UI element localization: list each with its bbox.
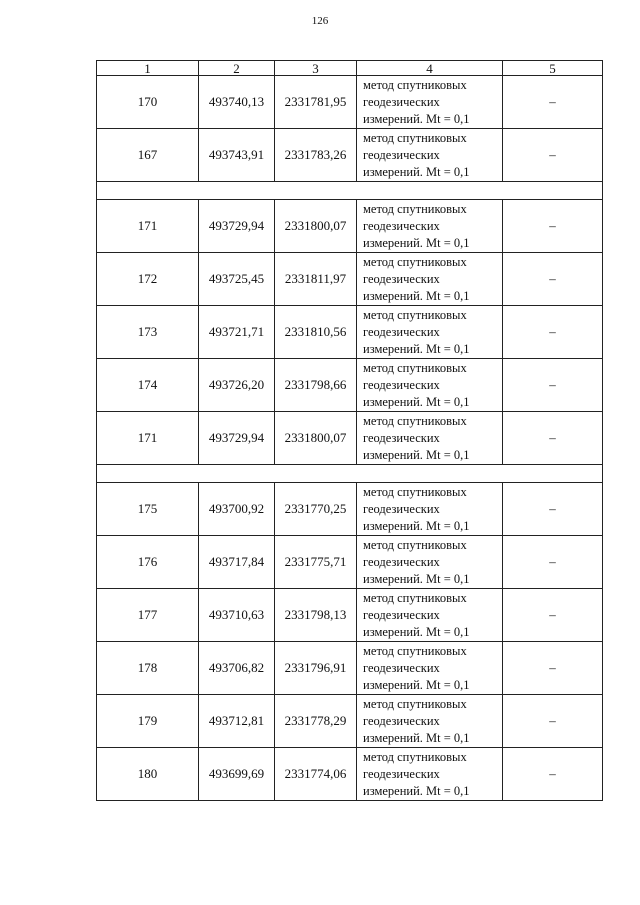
y-coordinate-cell: 2331781,95 [275, 76, 357, 129]
method-line: геодезических [363, 271, 440, 286]
note-cell: – [503, 306, 603, 359]
x-coordinate-cell: 493726,20 [199, 359, 275, 412]
method-line: геодезических [363, 660, 440, 675]
x-coordinate-cell: 493725,45 [199, 253, 275, 306]
point-number-cell: 174 [97, 359, 199, 412]
y-coordinate-cell: 2331778,29 [275, 695, 357, 748]
table-row [97, 642, 603, 695]
method-cell [357, 306, 503, 359]
table-row [97, 536, 603, 589]
note-cell: – [503, 129, 603, 182]
method-line: измерений. Mt = 0,1 [363, 730, 470, 745]
method-line: измерений. Mt = 0,1 [363, 164, 470, 179]
page-number: 126 [311, 15, 329, 27]
point-number-cell: 177 [97, 589, 199, 642]
method-line: геодезических [363, 501, 440, 516]
note-cell: – [503, 200, 603, 253]
point-number-cell: 172 [97, 253, 199, 306]
x-coordinate-cell: 493729,94 [199, 412, 275, 465]
y-coordinate-cell: 2331770,25 [275, 483, 357, 536]
table-row [97, 589, 603, 642]
point-number-cell: 180 [97, 748, 199, 801]
note-cell: – [503, 695, 603, 748]
method-line: геодезических [363, 713, 440, 728]
y-coordinate-cell: 2331783,26 [275, 129, 357, 182]
method-line: метод спутниковых [363, 537, 467, 552]
note-cell: – [503, 412, 603, 465]
note-cell: – [503, 589, 603, 642]
x-coordinate-cell: 493729,94 [199, 200, 275, 253]
note-cell: – [503, 253, 603, 306]
x-coordinate-cell: 493700,92 [199, 483, 275, 536]
method-line: метод спутниковых [363, 413, 467, 428]
note-cell: – [503, 536, 603, 589]
y-coordinate-cell: 2331811,97 [275, 253, 357, 306]
table-row [97, 200, 603, 253]
group-separator-cell [97, 182, 603, 200]
x-coordinate-cell: 493717,84 [199, 536, 275, 589]
column-header-4: 4 [357, 61, 503, 76]
method-line: метод спутниковых [363, 749, 467, 764]
table-row [97, 748, 603, 801]
method-line: метод спутниковых [363, 130, 467, 145]
method-cell [357, 129, 503, 182]
point-number-cell: 175 [97, 483, 199, 536]
method-line: метод спутниковых [363, 77, 467, 92]
point-number-cell: 173 [97, 306, 199, 359]
x-coordinate-cell: 493743,91 [199, 129, 275, 182]
table-row [97, 306, 603, 359]
method-line: геодезических [363, 377, 440, 392]
group-separator-cell [97, 465, 603, 483]
method-line: геодезических [363, 766, 440, 781]
column-header-5: 5 [503, 61, 603, 76]
y-coordinate-cell: 2331800,07 [275, 412, 357, 465]
method-line: измерений. Mt = 0,1 [363, 783, 470, 798]
method-line: метод спутниковых [363, 201, 467, 216]
group-separator-row [97, 465, 603, 483]
x-coordinate-cell: 493699,69 [199, 748, 275, 801]
y-coordinate-cell: 2331774,06 [275, 748, 357, 801]
method-cell [357, 642, 503, 695]
method-cell [357, 589, 503, 642]
table-row [97, 129, 603, 182]
method-line: геодезических [363, 607, 440, 622]
method-cell [357, 412, 503, 465]
point-number-cell: 178 [97, 642, 199, 695]
method-line: геодезических [363, 430, 440, 445]
point-number-cell: 176 [97, 536, 199, 589]
point-number-cell: 179 [97, 695, 199, 748]
method-cell [357, 253, 503, 306]
table-row [97, 483, 603, 536]
table-row [97, 253, 603, 306]
table-row [97, 695, 603, 748]
method-line: измерений. Mt = 0,1 [363, 235, 470, 250]
method-line: метод спутниковых [363, 484, 467, 499]
point-number-cell: 170 [97, 76, 199, 129]
y-coordinate-cell: 2331775,71 [275, 536, 357, 589]
method-line: метод спутниковых [363, 254, 467, 269]
method-line: геодезических [363, 554, 440, 569]
point-number-cell: 167 [97, 129, 199, 182]
table-row [97, 359, 603, 412]
method-line: метод спутниковых [363, 643, 467, 658]
note-cell: – [503, 76, 603, 129]
method-cell [357, 200, 503, 253]
method-line: метод спутниковых [363, 696, 467, 711]
method-line: геодезических [363, 94, 440, 109]
group-separator-row [97, 182, 603, 200]
method-cell [357, 536, 503, 589]
column-header-2: 2 [199, 61, 275, 76]
method-line: метод спутниковых [363, 590, 467, 605]
x-coordinate-cell: 493710,63 [199, 589, 275, 642]
x-coordinate-cell: 493740,13 [199, 76, 275, 129]
method-cell [357, 359, 503, 412]
table-row [97, 76, 603, 129]
method-cell [357, 483, 503, 536]
coordinates-table [96, 60, 603, 801]
point-number-cell: 171 [97, 412, 199, 465]
method-line: измерений. Mt = 0,1 [363, 341, 470, 356]
method-line: метод спутниковых [363, 307, 467, 322]
method-cell [357, 748, 503, 801]
method-line: геодезических [363, 147, 440, 162]
point-number-cell: 171 [97, 200, 199, 253]
note-cell: – [503, 642, 603, 695]
method-line: измерений. Mt = 0,1 [363, 111, 470, 126]
column-header-3: 3 [275, 61, 357, 76]
note-cell: – [503, 748, 603, 801]
method-line: измерений. Mt = 0,1 [363, 288, 470, 303]
y-coordinate-cell: 2331798,13 [275, 589, 357, 642]
method-line: измерений. Mt = 0,1 [363, 677, 470, 692]
method-line: измерений. Mt = 0,1 [363, 447, 470, 462]
method-line: геодезических [363, 324, 440, 339]
note-cell: – [503, 483, 603, 536]
method-cell [357, 695, 503, 748]
method-line: измерений. Mt = 0,1 [363, 624, 470, 639]
table-body [97, 76, 603, 801]
method-line: измерений. Mt = 0,1 [363, 571, 470, 586]
x-coordinate-cell: 493721,71 [199, 306, 275, 359]
y-coordinate-cell: 2331798,66 [275, 359, 357, 412]
table-header [97, 61, 603, 76]
method-line: измерений. Mt = 0,1 [363, 518, 470, 533]
method-line: измерений. Mt = 0,1 [363, 394, 470, 409]
method-line: геодезических [363, 218, 440, 233]
note-cell: – [503, 359, 603, 412]
method-line: метод спутниковых [363, 360, 467, 375]
x-coordinate-cell: 493706,82 [199, 642, 275, 695]
y-coordinate-cell: 2331810,56 [275, 306, 357, 359]
y-coordinate-cell: 2331800,07 [275, 200, 357, 253]
table-row [97, 412, 603, 465]
x-coordinate-cell: 493712,81 [199, 695, 275, 748]
method-cell [357, 76, 503, 129]
y-coordinate-cell: 2331796,91 [275, 642, 357, 695]
column-header-1: 1 [97, 61, 199, 76]
